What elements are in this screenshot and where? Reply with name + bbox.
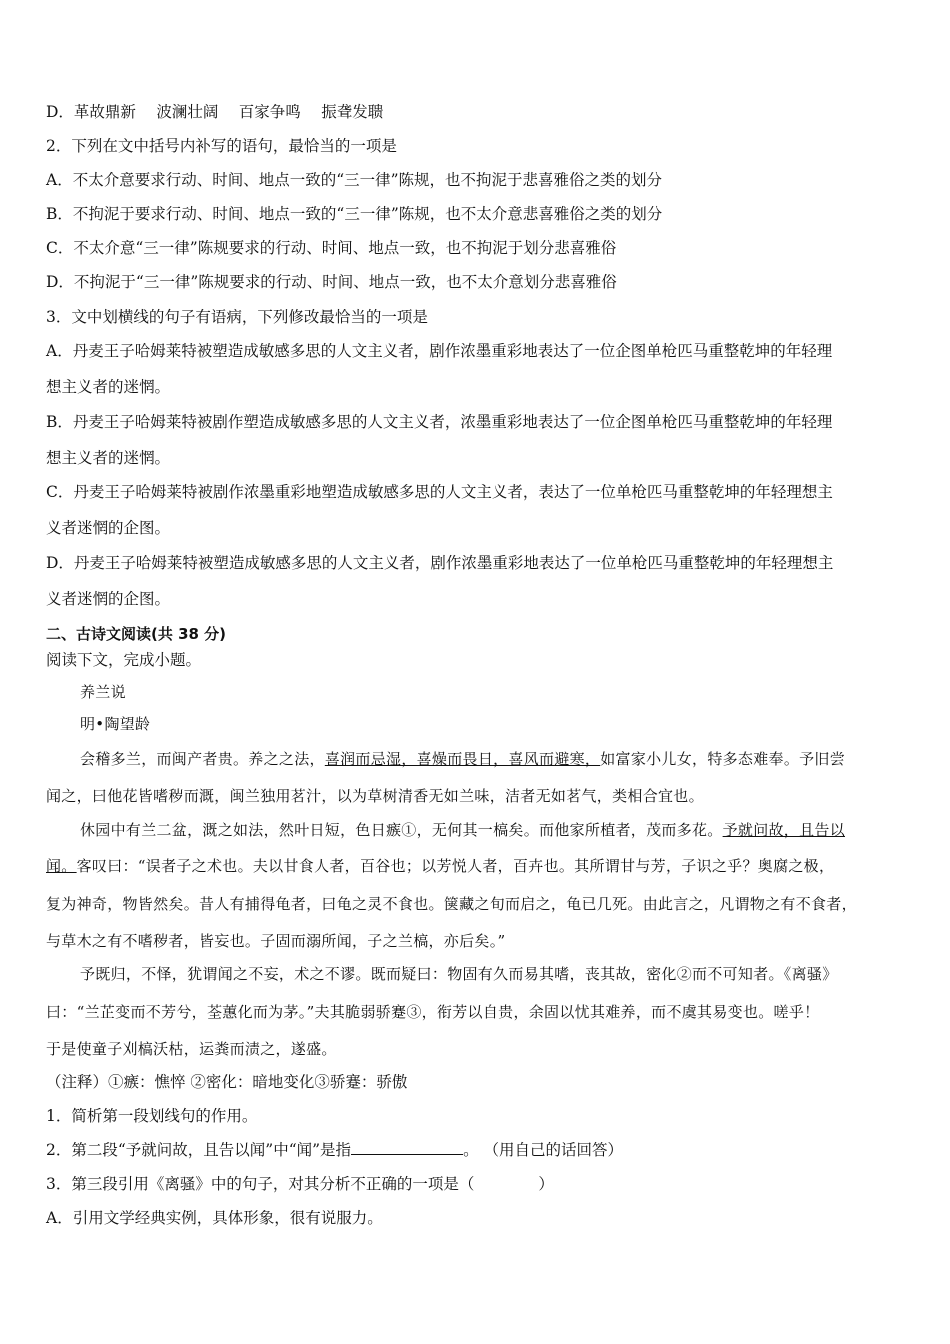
passage-p3-line2: 曰：“兰芷变而不芳兮，荃蕙化而为茅。”夫其脆弱骄蹇③，衔芳以自贵，余固以忧其难养，而不虞其易变也。嗟乎！ (46, 1003, 820, 1021)
section-heading: 二、古诗文阅读(共 38 分) (46, 625, 227, 643)
passage-p2-line2: 闻。客叹曰：“误者子之术也。夫以甘食人者，百谷也；以芳悦人者，百卉也。其所谓甘与芳，子识之乎？奥腐之极， (46, 857, 835, 875)
passage-p2-line3: 复为神奇，物皆然矣。昔人有捕得龟者，曰龟之灵不食也。箧藏之旬而启之，龟已几死。由此言之，凡谓物之有不食者， (46, 895, 857, 913)
subquestion-3: 3．第三段引用《离骚》中的句子，对其分析不正确的一项是（ ） (46, 1175, 554, 1193)
reading-instruction: 阅读下文，完成小题。 (46, 651, 202, 669)
underlined-sentence-1: 喜润而忌湿，喜燥而畏日，喜风而避寒， (324, 750, 601, 768)
passage-p1-line1: 会稽多兰，而闽产者贵。养之之法，喜润而忌湿，喜燥而畏日，喜风而避寒，如富家小儿女，特多态难奉。予旧尝 (80, 750, 846, 768)
q1-option-d: D．革故鼎新 波澜壮阔 百家争鸣 振聋发聩 (46, 103, 384, 121)
q3-option-d-line2: 义者迷惘的企图。 (46, 590, 171, 608)
q2-option-c: C．不太介意“三一律”陈规要求的行动、时间、地点一致，也不拘泥于划分悲喜雅俗 (46, 239, 617, 257)
passage-p3-line1: 予既归，不怿，犹谓闻之不妄，术之不谬。既而疑曰：物固有久而易其嗜，丧其故，密化②而不可知者。《离骚》 (80, 965, 838, 983)
q2-option-a: A．不太介意要求行动、时间、地点一致的“三一律”陈规，也不拘泥于悲喜雅俗之类的划分 (46, 171, 663, 189)
q3-stem: 3．文中划横线的句子有语病，下列修改最恰当的一项是 (46, 308, 428, 326)
subquestion-2: 2．第二段“予就问故，且告以闻”中“闻”是指 。 （用自己的话回答） (46, 1141, 623, 1159)
q2-stem: 2．下列在文中括号内补写的语句，最恰当的一项是 (46, 137, 397, 155)
q3-option-c-line2: 义者迷惘的企图。 (46, 519, 171, 537)
passage-p2-line4: 与草木之有不嗜秽者，皆妄也。子固而溺所闻，子之兰槁，亦后矣。” (46, 932, 506, 950)
subquestion-1: 1．简析第一段划线句的作用。 (46, 1107, 258, 1125)
subquestion-3-option-a: A．引用文学经典实例，具体形象，很有说服力。 (46, 1209, 383, 1227)
q3-option-b-line1: B．丹麦王子哈姆莱特被剧作塑造成敏感多思的人文主义者，浓墨重彩地表达了一位企图单枪匹马重整乾坤的年轻理 (46, 413, 833, 431)
passage-author: 明•陶望龄 (80, 715, 151, 733)
q3-option-c-line1: C．丹麦王子哈姆莱特被剧作浓墨重彩地塑造成敏感多思的人文主义者，表达了一位单枪匹马重整乾坤的年轻理想主 (46, 483, 833, 501)
underlined-phrase-2b: 闻。 (46, 857, 77, 875)
q3-option-a-line1: A．丹麦王子哈姆莱特被塑造成敏感多思的人文主义者，剧作浓墨重彩地表达了一位企图单枪匹马重整乾坤的年轻理 (46, 342, 833, 360)
underlined-phrase-2a: 予就问故，且告以 (722, 821, 846, 839)
q3-option-b-line2: 想主义者的迷惘。 (46, 449, 171, 467)
answer-blank[interactable] (351, 1140, 463, 1155)
passage-p1-line2: 闻之，曰他花皆嗜秽而溉，闽兰独用茗汁，以为草树清香无如兰味，洁者无如茗气，类相合宜也。 (46, 787, 704, 805)
annotation-notes: （注释）①瘯：憔悴 ②密化：暗地变化③骄蹇：骄傲 (46, 1073, 408, 1091)
passage-p3-line3: 于是使童子刈槁沃枯，运粪而渍之，遂盛。 (46, 1040, 337, 1058)
passage-title: 养兰说 (80, 683, 126, 701)
q3-option-d-line1: D．丹麦王子哈姆莱特被塑造成敏感多思的人文主义者，剧作浓墨重彩地表达了一位单枪匹马重整乾坤的年轻理想主 (46, 554, 834, 572)
q3-option-a-line2: 想主义者的迷惘。 (46, 378, 171, 396)
passage-p2-line1: 休园中有兰二盆，溉之如法，然叶日短，色日瘯①，无何其一槁矣。而他家所植者，茂而多花。予就问故，且告以 (80, 821, 846, 839)
q2-option-d: D．不拘泥于“三一律”陈规要求的行动、时间、地点一致，也不太介意划分悲喜雅俗 (46, 273, 617, 291)
q2-option-b: B．不拘泥于要求行动、时间、地点一致的“三一律”陈规，也不太介意悲喜雅俗之类的划分 (46, 205, 663, 223)
